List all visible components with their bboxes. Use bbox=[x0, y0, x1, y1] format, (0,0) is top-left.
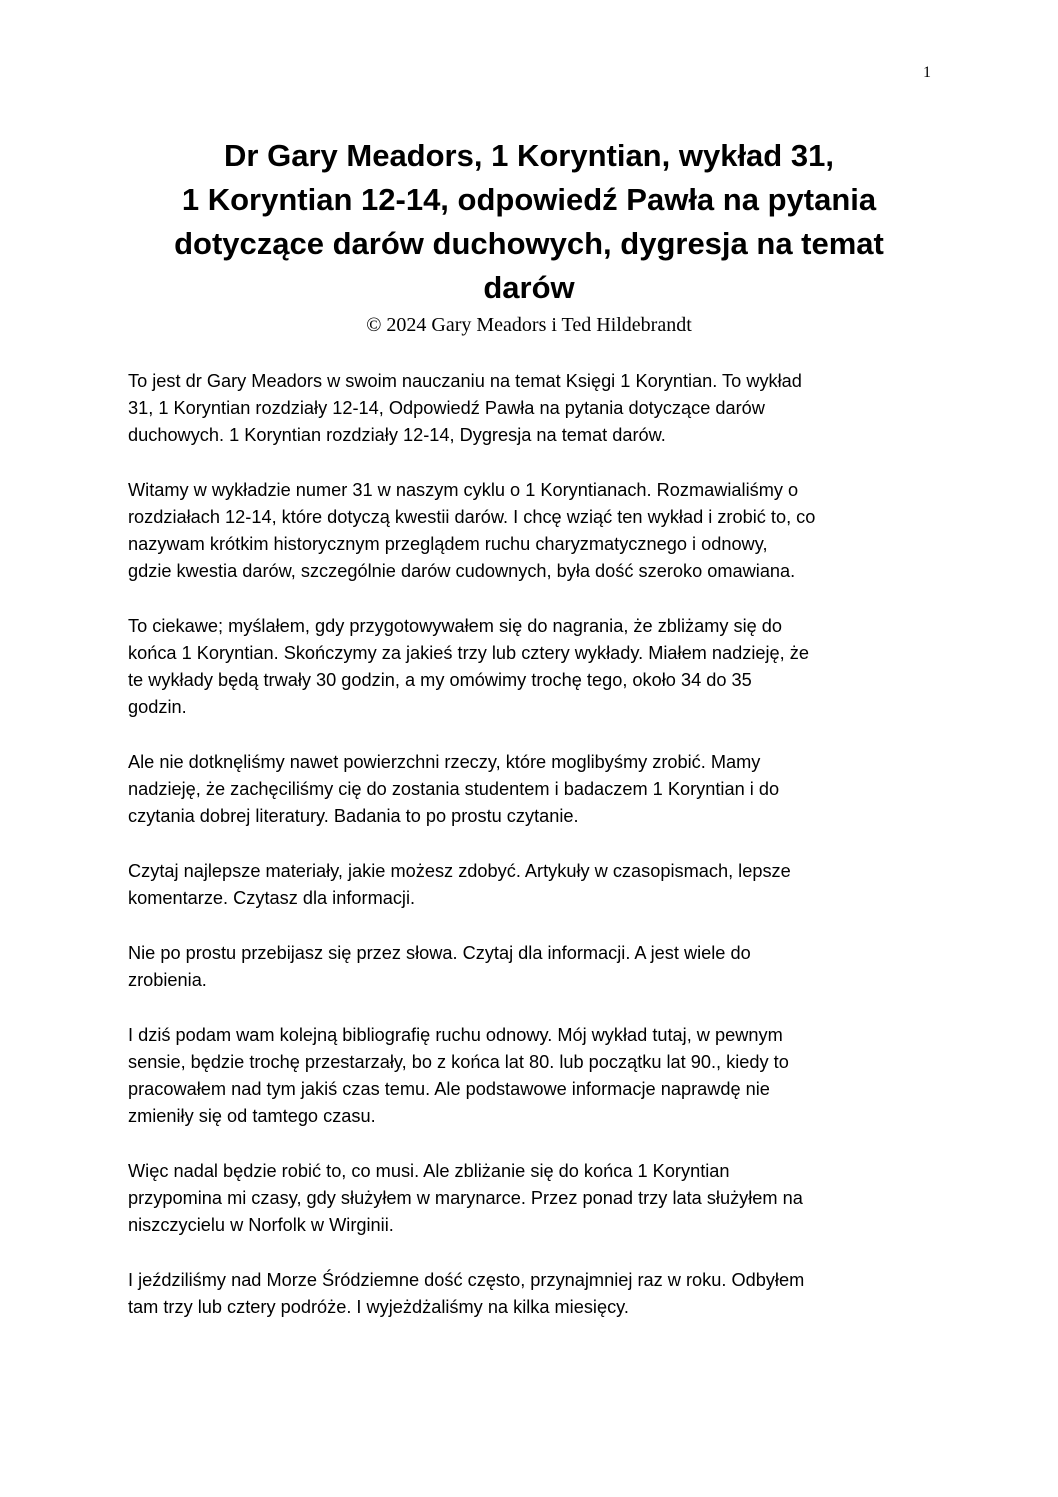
text-line: To jest dr Gary Meadors w swoim nauczaniu na temat Księgi 1 Koryntian. To wykład bbox=[128, 371, 802, 391]
paragraph bbox=[128, 1022, 928, 1130]
text-line: sensie, będzie trochę przestarzały, bo z końca lat 80. lub początku lat 90., kiedy to bbox=[128, 1052, 789, 1072]
text-line: tam trzy lub cztery podróże. I wyjeżdżaliśmy na kilka miesięcy. bbox=[128, 1297, 629, 1317]
page-number: 1 bbox=[923, 64, 931, 81]
text-line: gdzie kwestia darów, szczególnie darów cudownych, była dość szeroko omawiana. bbox=[128, 561, 796, 581]
text-line: zmieniły się od tamtego czasu. bbox=[128, 1106, 376, 1126]
paragraph bbox=[128, 1158, 928, 1239]
text-line: niszczycielu w Norfolk w Wirginii. bbox=[128, 1215, 394, 1235]
text-line: godzin. bbox=[128, 697, 187, 717]
document-title bbox=[120, 134, 938, 310]
title-line: 1 Koryntian 12-14, odpowiedź Pawła na pytania bbox=[181, 182, 877, 217]
text-line: czytania dobrej literatury. Badania to po prostu czytanie. bbox=[128, 806, 579, 826]
text-line: zrobienia. bbox=[128, 970, 207, 990]
text-line: Ale nie dotknęliśmy nawet powierzchni rzeczy, które moglibyśmy zrobić. Mamy bbox=[128, 752, 761, 772]
title-line: Dr Gary Meadors, 1 Koryntian, wykład 31, bbox=[224, 138, 834, 173]
text-line: Więc nadal będzie robić to, co musi. Ale zbliżanie się do końca 1 Koryntian bbox=[128, 1161, 730, 1181]
paragraph bbox=[128, 477, 928, 585]
text-line: komentarze. Czytasz dla informacji. bbox=[128, 888, 416, 908]
text-line: nazywam krótkim historycznym przeglądem ruchu charyzmatycznego i odnowy, bbox=[128, 534, 768, 554]
paragraph bbox=[128, 940, 928, 994]
paragraph bbox=[128, 858, 928, 912]
text-line: 31, 1 Koryntian rozdziały 12-14, Odpowiedź Pawła na pytania dotyczące darów bbox=[128, 398, 765, 418]
text-line: przypomina mi czasy, gdy służyłem w marynarce. Przez ponad trzy lata służyłem na bbox=[128, 1188, 803, 1208]
text-line: Witamy w wykładzie numer 31 w naszym cyklu o 1 Koryntianach. Rozmawialiśmy o bbox=[128, 480, 799, 500]
copyright-notice: © 2024 Gary Meadors i Ted Hildebrandt bbox=[366, 314, 692, 336]
text-line: I jeździliśmy nad Morze Śródziemne dość często, przynajmniej raz w roku. Odbyłem bbox=[128, 1270, 805, 1290]
title-line: darów bbox=[483, 270, 575, 305]
paragraph bbox=[128, 368, 928, 449]
text-line: To ciekawe; myślałem, gdy przygotowywałem się do nagrania, że zbliżamy się do bbox=[128, 616, 783, 636]
document-body bbox=[128, 368, 928, 1349]
text-line: Czytaj najlepsze materiały, jakie możesz zdobyć. Artykuły w czasopismach, lepsze bbox=[128, 861, 791, 881]
text-line: duchowych. 1 Koryntian rozdziały 12-14, Dygresja na temat darów. bbox=[128, 425, 666, 445]
paragraph bbox=[128, 749, 928, 830]
text-line: końca 1 Koryntian. Skończymy za jakieś trzy lub cztery wykłady. Miałem nadzieję, że bbox=[128, 643, 809, 663]
text-line: nadzieję, że zachęciliśmy cię do zostania studentem i badaczem 1 Koryntian i do bbox=[128, 779, 780, 799]
text-line: rozdziałach 12-14, które dotyczą kwestii darów. I chcę wziąć ten wykład i zrobić to, co bbox=[128, 507, 816, 527]
paragraph bbox=[128, 613, 928, 721]
title-line: dotyczące darów duchowych, dygresja na temat bbox=[174, 226, 884, 261]
text-line: pracowałem nad tym jakiś czas temu. Ale podstawowe informacje naprawdę nie bbox=[128, 1079, 770, 1099]
text-line: Nie po prostu przebijasz się przez słowa. Czytaj dla informacji. A jest wiele do bbox=[128, 943, 751, 963]
text-line: te wykłady będą trwały 30 godzin, a my omówimy trochę tego, około 34 do 35 bbox=[128, 670, 752, 690]
paragraph bbox=[128, 1267, 928, 1321]
text-line: I dziś podam wam kolejną bibliografię ruchu odnowy. Mój wykład tutaj, w pewnym bbox=[128, 1025, 783, 1045]
